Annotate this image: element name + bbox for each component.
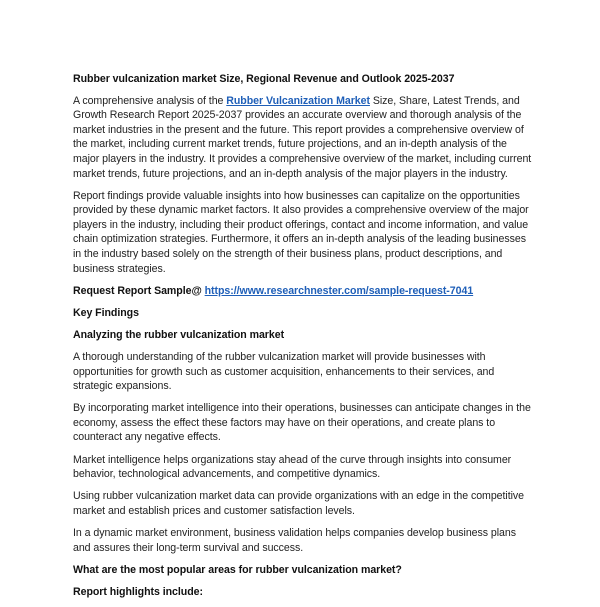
body-paragraph: By incorporating market intelligence into their operations, businesses can anticipate changes in the economy, assess the effect these factors may have on their operations, and create plans to counteract any negative effects. (73, 402, 531, 444)
intro-prefix: A comprehensive analysis of the (73, 94, 227, 107)
document-title: Rubber vulcanization market Size, Regional Revenue and Outlook 2025-2037 (73, 73, 455, 85)
document-page (73, 72, 533, 607)
intro-paragraph (73, 94, 533, 182)
request-sample-line (73, 284, 533, 299)
heading-key-findings: Key Findings (73, 306, 139, 319)
heading-report-highlights: Report highlights include: (73, 585, 203, 598)
request-sample-label: Request Report Sample@ (73, 284, 205, 297)
intro-suffix: Size, Share, Latest Trends, and Growth Research Report 2025-2037 provides an accurate overview and thorough analysis of the market industries in the present and the future. This report provides a comprehensive overview of the market, including current market trends, future projections, and an in-depth analysis of the major players in the industry. It provides a comprehensive overview of the market, including current market trends, future projections, and an in-depth analysis of the major players in the industry. (73, 94, 532, 180)
sample-request-link[interactable]: https://www.researchnester.com/sample-request-7041 (204, 284, 474, 297)
body-paragraph: In a dynamic market environment, business validation helps companies develop business plans and assures their long-term survival and success. (73, 526, 516, 554)
heading-popular-areas: What are the most popular areas for rubber vulcanization market? (73, 563, 402, 576)
heading-analyzing: Analyzing the rubber vulcanization market (73, 328, 285, 341)
body-paragraph: Using rubber vulcanization market data can provide organizations with an edge in the competitive market and establish prices and customer satisfaction levels. (73, 490, 524, 517)
body-paragraph: A thorough understanding of the rubber vulcanization market will provide businesses with opportunities for growth such as customer acquisition, enhancements to their services, and strategic expansions. (73, 351, 495, 393)
market-report-link[interactable]: Rubber Vulcanization Market (226, 94, 370, 107)
body-paragraph: Market intelligence helps organizations stay ahead of the curve through insights into consumer behavior, technological advancements, and competitive dynamics. (73, 453, 512, 481)
findings-paragraph: Report findings provide valuable insights into how businesses can capitalize on the opportunities provided by these dynamic market factors. It also provides a comprehensive overview of the major players in the industry, including their product offerings, contact and income information, and value chain optimization strategies. Furthermore, it offers an in-depth analysis of the leading businesses in the industry based solely on the strength of their business plans, product descriptions, and business strategies. (73, 189, 529, 275)
